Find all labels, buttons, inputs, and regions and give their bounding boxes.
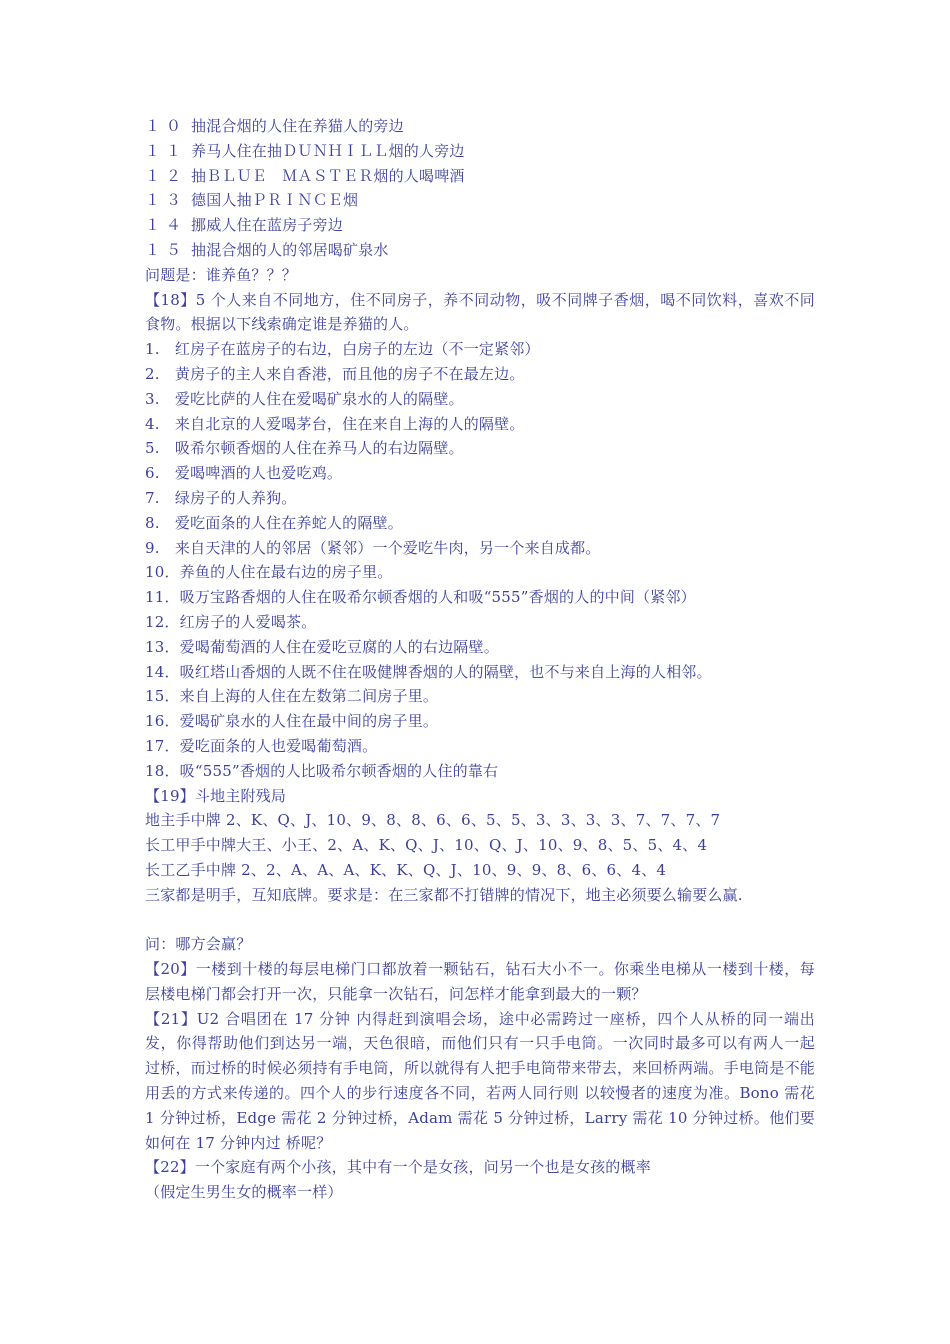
puzzle-18-clue: 9. 来自天津的人的邻居（紧邻）一个爱吃牛肉，另一个来自成都。 [145, 538, 601, 557]
clue-line: １３ 德国人抽ＰＲＩＮＣＥ烟 [145, 191, 359, 210]
puzzle-18-clue: 2. 黄房子的主人来自香港，而且他的房子不在最左边。 [145, 364, 525, 383]
blank-line [145, 908, 815, 933]
puzzle-18-clue: 14．吸红塔山香烟的人既不住在吸健牌香烟的人的隔壁，也不与来自上海的人相邻。 [145, 662, 712, 681]
puzzle-19-line: 长工甲手中牌大王、小王、2、A、K、Q、J、10、Q、J、10、9、8、5、5、4、4 [145, 836, 708, 855]
puzzle-18-clue: 1. 红房子在蓝房子的右边，白房子的左边（不一定紧邻） [145, 340, 540, 359]
puzzle-22-note: （假定生男生女的概率一样） [145, 1183, 343, 1202]
puzzle-21-text: 【21】U2 合唱团在 17 分钟 内得赶到演唱会场，途中必需跨过一座桥，四个人从桥的同一端出发，你得帮助他们到达另一端，天色很暗，而他们只有一只手电筒。一次同时最多可以有两人一起 过桥，而过桥的时候必须持有手电筒，所以就得有人把手电筒带来带去，来回桥两端。手电筒是不能用丢的方式来传递的。四个人的步行速度各不同，若两人同行则 以较慢者的速度为准。Bono 需花 1 分钟过桥，Edge 需花 2 分钟过桥，Adam 需花 5 分钟过桥，Larry 需花 10 分钟过桥。他们要如何在 17 分钟内过 桥呢？ [145, 1009, 815, 1152]
puzzle-18-clue: 16．爱喝矿泉水的人住在最中间的房子里。 [145, 712, 439, 731]
clue-line: １４ 挪威人住在蓝房子旁边 [145, 216, 344, 235]
puzzle-18-clue: 18．吸“555”香烟的人比吸希尔顿香烟的人住的靠右 [145, 761, 499, 780]
clue-line: １０ 抽混合烟的人住在养猫人的旁边 [145, 117, 404, 135]
puzzle-18-clue: 11．吸万宝路香烟的人住在吸希尔顿香烟的人和吸“555”香烟的人的中间（紧邻） [145, 588, 696, 607]
puzzle-18-clue: 4. 来自北京的人爱喝茅台，住在来自上海的人的隔壁。 [145, 414, 525, 433]
puzzle-18-clue: 10．养鱼的人住在最右边的房子里。 [145, 563, 393, 582]
puzzle-18-clue: 8. 爱吃面条的人住在养蛇人的隔壁。 [145, 513, 403, 532]
puzzle-22-text: 【22】一个家庭有两个小孩，其中有一个是女孩，问另一个也是女孩的概率 [145, 1158, 651, 1177]
puzzle-question: 问题是：谁养鱼？？？ [145, 265, 298, 284]
puzzle-18-clue: 17．爱吃面条的人也爱喝葡萄酒。 [145, 736, 378, 755]
puzzle-19-question: 问：哪方会赢？ [145, 935, 252, 954]
puzzle-20-text: 【20】一楼到十楼的每层电梯门口都放着一颗钻石，钻石大小不一。你乘坐电梯从一楼到十楼，每层楼电梯门都会打开一次，只能拿一次钻石，问怎样才能拿到最大的一颗？ [145, 960, 815, 1003]
document-body [145, 114, 815, 1205]
puzzle-19-title: 【19】斗地主附残局 [145, 786, 287, 805]
puzzle-18-clue: 15．来自上海的人住在左数第二间房子里。 [145, 687, 439, 706]
puzzle-19-line: 长工乙手中牌 2、2、A、A、A、K、K、Q、J、10、9、9、8、6、6、4、4 [145, 860, 667, 879]
clue-line: １２ 抽ＢＬＵＥ ＭＡＳＴＥＲ烟的人喝啤酒 [145, 166, 465, 185]
clue-line: １１ 养马人住在抽ＤＵＮＨＩＬＬ烟的人旁边 [145, 141, 465, 160]
puzzle-19-line: 三家都是明手，互知底牌。要求是：在三家都不打错牌的情况下，地主必须要么输要么赢. [145, 885, 743, 904]
puzzle-18-clue: 12．红房子的人爱喝茶。 [145, 612, 317, 631]
clue-line: １５ 抽混合烟的人的邻居喝矿泉水 [145, 240, 389, 259]
puzzle-18-clue: 7. 绿房子的人养狗。 [145, 488, 297, 507]
puzzle-18-clue: 5. 吸希尔顿香烟的人住在养马人的右边隔壁。 [145, 439, 464, 458]
puzzle-19-line: 地主手中牌 2、K、Q、J、10、9、8、8、6、6、5、5、3、3、3、3、7、7、7、7 [145, 811, 721, 830]
puzzle-18-clue: 6. 爱喝啤酒的人也爱吃鸡。 [145, 464, 343, 483]
puzzle-18-intro: 【18】5 个人来自不同地方，住不同房子，养不同动物，吸不同牌子香烟，喝不同饮料，喜欢不同食物。根据以下线索确定谁是养猫的人。 [145, 290, 815, 334]
puzzle-18-clue: 13．爱喝葡萄酒的人住在爱吃豆腐的人的右边隔壁。 [145, 637, 499, 656]
puzzle-18-clue: 3. 爱吃比萨的人住在爱喝矿泉水的人的隔壁。 [145, 389, 464, 408]
